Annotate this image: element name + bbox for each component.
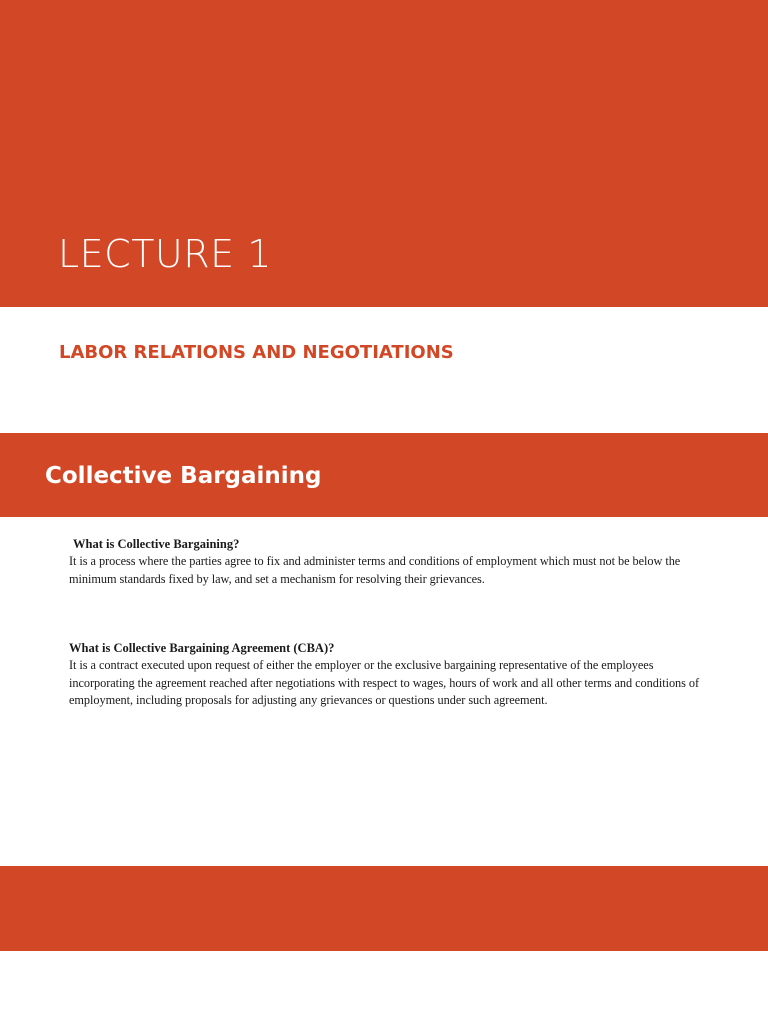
section-title: Collective Bargaining [45, 463, 322, 489]
qa-block [69, 640, 709, 710]
question-heading: What is Collective Bargaining? [73, 537, 240, 551]
answer-text: It is a process where the parties agree to fix and administer terms and conditions of employment which must not be below the minimum standards fixed by law, and set a mechanism for resolving their grievances. [69, 554, 681, 586]
lecture-title: LECTURE 1 [58, 232, 272, 276]
lecture-subtitle: LABOR RELATIONS AND NEGOTIATIONS [59, 342, 454, 363]
answer-text: It is a contract executed upon request of either the employer or the exclusive bargaining representative of the employees incorporating the agreement reached after negotiations with respect to wages, hours of work and all other terms and conditions of employment, including proposals for adjusting any grievances or questions under such agreement. [69, 658, 700, 707]
qa-block [69, 536, 709, 588]
question-heading: What is Collective Bargaining Agreement (CBA)? [69, 641, 335, 655]
next-slide-band [0, 866, 768, 951]
